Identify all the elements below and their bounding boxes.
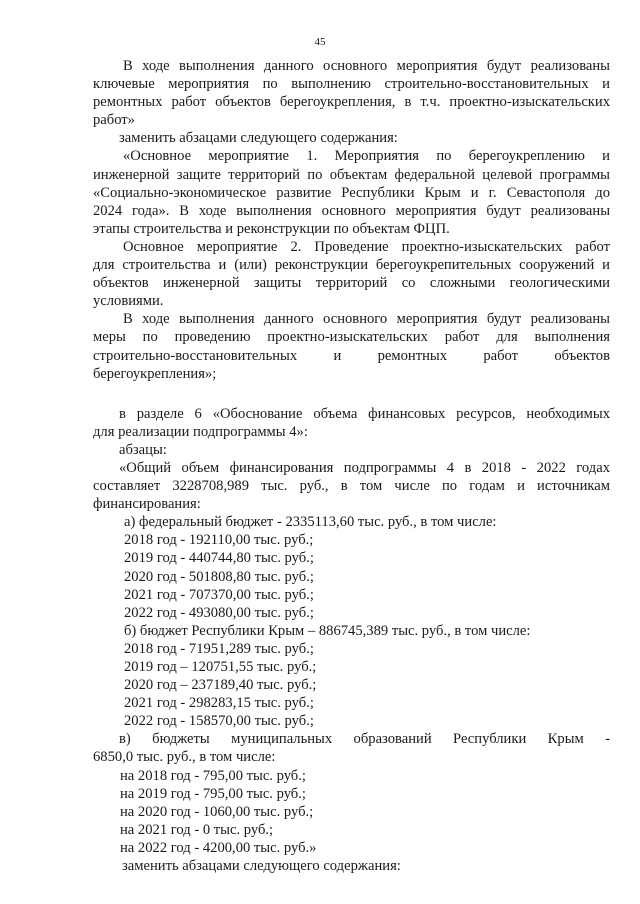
text-line: ремонтных работ объектов берегоукрепления, в т.ч. проектно-изыскательских [93, 94, 610, 111]
crimea-budget-list [93, 622, 610, 731]
paragraph-gap [93, 383, 610, 405]
list-item: 2019 год – 120751,55 тыс. руб.; [124, 659, 317, 675]
paragraph-main-measure-2 [93, 238, 610, 310]
text-line: этапы строительства и реконструкции по объектам ФЦП. [93, 220, 450, 237]
text-line: для строительства и (или) реконструкции берегоукрепительных сооружений и [93, 257, 610, 274]
paragraph-implementation-key-measures [93, 57, 610, 129]
list-item: 2021 год - 707370,00 тыс. руб.; [124, 586, 314, 603]
crimea-budget-header: б) бюджет Республики Крым – 886745,389 тыс. руб., в том числе: [124, 622, 531, 639]
text-line: работ» [93, 112, 135, 129]
municipal-budget-list [93, 730, 610, 857]
text-line: объектов инженерной защиты территорий со сложными геологическими [93, 275, 610, 292]
list-item: на 2020 год - 1060,00 тыс. руб.; [120, 803, 314, 820]
municipal-budget-header: в) бюджеты муниципальных образований Республики Крым - [119, 731, 610, 748]
text-line: ключевые мероприятия по выполнению строительно-восстановительных и [93, 76, 610, 93]
text-line: 6850,0 тыс. руб., в том числе: [93, 749, 276, 766]
federal-budget-list [93, 513, 610, 622]
paragraph-design-survey-measures [93, 310, 610, 382]
paragraph-total-financing [93, 459, 610, 513]
paragraph-main-measure-1 [93, 147, 610, 237]
text-line: «Социально-экономическое развитие Республики Крым и г. Севастополя до [93, 184, 610, 201]
text-line: Основное мероприятие 2. Проведение проектно-изыскательских работ [123, 238, 610, 255]
list-item: 2018 год - 192110,00 тыс. руб.; [124, 532, 314, 549]
paragraphs-label: абзацы: [119, 441, 167, 458]
text-line: «Основное мероприятие 1. Мероприятия по берегоукреплению и [123, 148, 610, 165]
text-line: для реализации подпрограммы 4»: [93, 423, 308, 440]
text-line: условиями. [93, 293, 164, 310]
text-line: составляет 3228708,989 тыс. руб., в том числе по годам и источникам [93, 478, 610, 495]
text-line: «Общий объем финансирования подпрограммы 4 в 2018 - 2022 годах [119, 459, 610, 476]
federal-budget-header: а) федеральный бюджет - 2335113,60 тыс. руб., в том числе: [124, 514, 497, 531]
text-line: инженерной защите территорий по объектам федеральной целевой программы [93, 166, 610, 183]
list-item: на 2019 год - 795,00 тыс. руб.; [120, 785, 306, 802]
replace-instruction: заменить абзацами следующего содержания: [122, 858, 401, 875]
text-line: строительно-восстановительных и ремонтных работ объектов [93, 347, 610, 364]
municipal-years [93, 767, 610, 857]
text-line: 2024 года». В ходе выполнения основного мероприятия будут реализованы [93, 202, 610, 219]
list-item: на 2022 год - 4200,00 тыс. руб.» [120, 839, 317, 856]
list-item: на 2018 год - 795,00 тыс. руб.; [120, 767, 306, 784]
replace-instruction: заменить абзацами следующего содержания: [119, 130, 398, 147]
list-item: 2022 год - 158570,00 тыс. руб.; [124, 713, 314, 730]
text-line: В ходе выполнения данного основного мероприятия будут реализованы [123, 311, 610, 328]
paragraph-section-6 [93, 405, 610, 441]
list-item: 2018 год - 71951,289 тыс. руб.; [124, 640, 314, 657]
list-item: 2020 год - 501808,80 тыс. руб.; [124, 568, 314, 585]
list-item: 2022 год - 493080,00 тыс. руб.; [124, 604, 314, 621]
text-line: в разделе 6 «Обоснование объема финансовых ресурсов, необходимых [119, 405, 610, 422]
text-line: берегоукрепления»; [93, 365, 217, 382]
list-item: на 2021 год - 0 тыс. руб.; [120, 821, 274, 838]
list-item: 2019 год - 440744,80 тыс. руб.; [124, 550, 314, 567]
text-line: меры по проведению проектно-изыскательских работ для выполнения [93, 329, 610, 346]
text-line: финансирования: [93, 496, 201, 513]
page-number: 45 [314, 36, 326, 48]
document-body [93, 57, 610, 875]
list-item: 2020 год – 237189,40 тыс. руб.; [124, 677, 317, 694]
text-line: В ходе выполнения данного основного мероприятия будут реализованы [123, 58, 610, 74]
list-item: 2021 год - 298283,15 тыс. руб.; [124, 695, 314, 712]
